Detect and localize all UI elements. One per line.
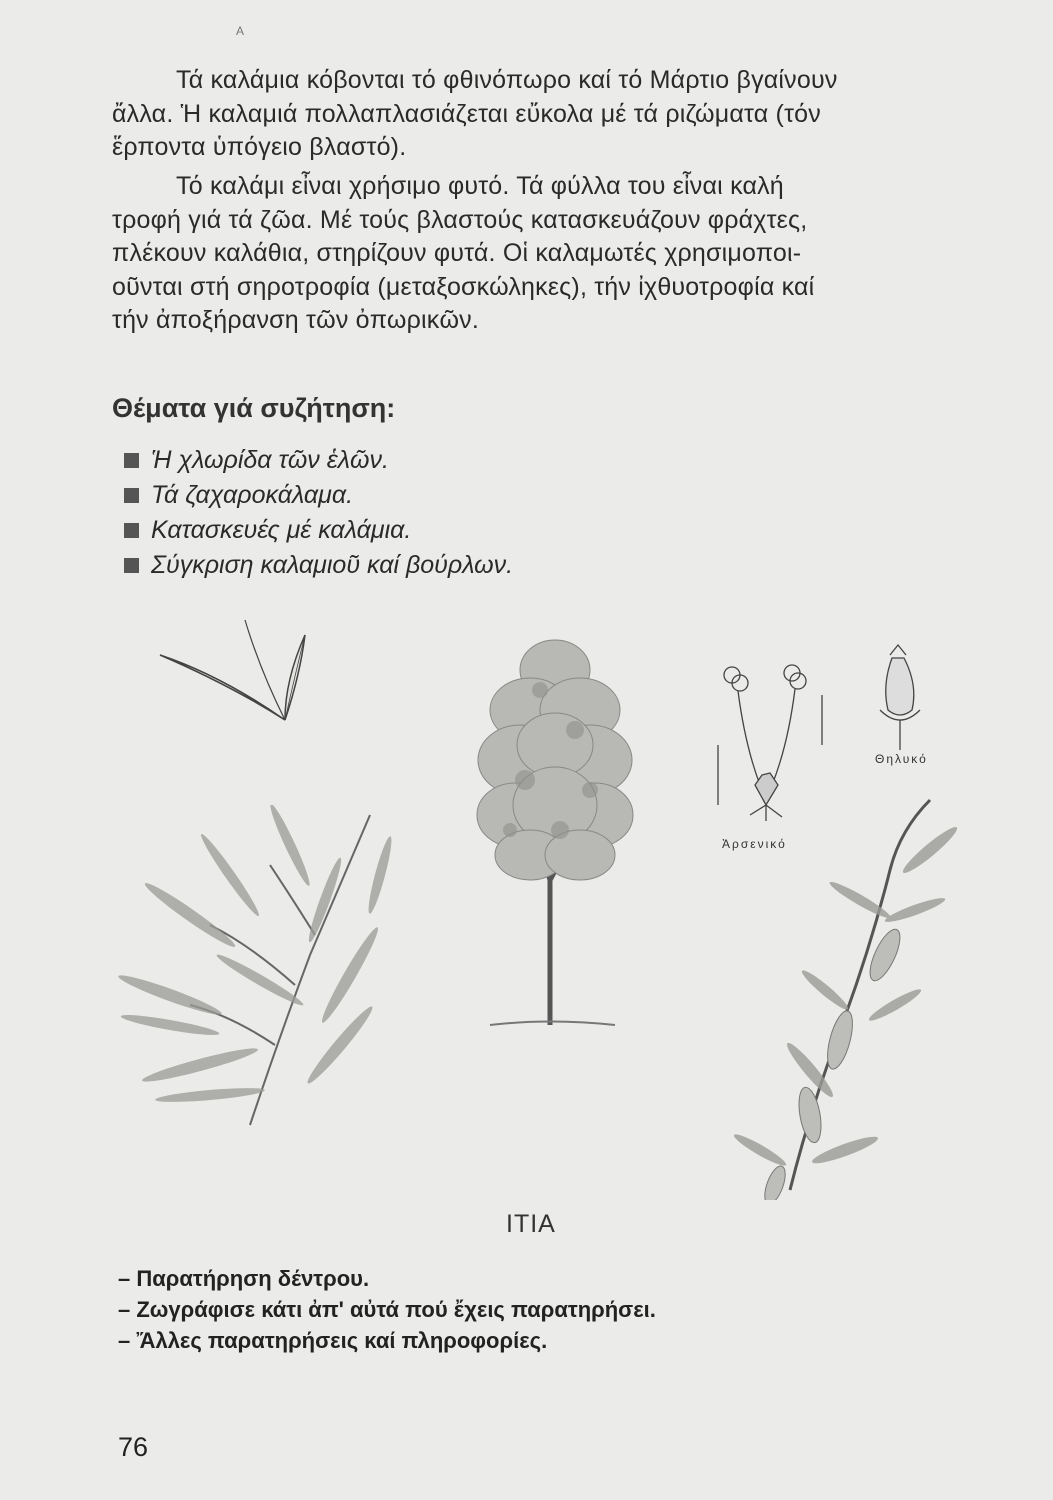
- willow-branch-illustration: [110, 805, 410, 1135]
- female-flower-label: Θηλυκό: [875, 752, 928, 766]
- square-bullet-icon: [124, 488, 139, 503]
- square-bullet-icon: [124, 558, 139, 573]
- page-number: 76: [118, 1432, 149, 1462]
- willow-tree-illustration: [470, 630, 640, 1030]
- topics-heading: Θέματα γιά συζήτηση:: [112, 393, 396, 423]
- square-bullet-icon: [124, 453, 139, 468]
- list-item: – Ἄλλες παρατηρήσεις καί πληροφορίες.: [118, 1328, 548, 1353]
- topic-text: Ἡ χλωρίδα τῶν ἑλῶν.: [151, 446, 389, 474]
- text-line: πλέκουν καλάθια, στηρίζουν φυτά. Οἱ καλαμωτές χρησιμοποι-: [112, 239, 802, 267]
- catkin-branch-illustration: [730, 790, 970, 1200]
- text-line: ἄλλα. Ἡ καλαμιά πολλαπλασιάζεται εὔκολα μέ τά ριζώματα (τόν: [112, 99, 821, 128]
- topics-list: [124, 443, 513, 583]
- paragraph-1: [112, 64, 970, 165]
- list-item: [124, 513, 513, 548]
- square-bullet-icon: [124, 523, 139, 538]
- text-line: Τά καλάμια κόβονται τό φθινόπωρο καί τό Μάρτιο βγαίνουν: [176, 66, 838, 94]
- text-line: τροφή γιά τά ζῶα. Μέ τούς βλαστούς κατασκευάζουν φράχτες,: [112, 205, 808, 234]
- text-line: ἕρποντα ὑπόγειο βλαστό).: [112, 133, 407, 161]
- list-item: – Παρατήρηση δέντρου.: [118, 1266, 370, 1291]
- text-line: τήν ἀποξήρανση τῶν ὀπωρικῶν.: [112, 306, 480, 334]
- topic-text: Τά ζαχαροκάλαμα.: [151, 481, 354, 509]
- willow-leaves-illustration: [150, 615, 320, 735]
- paragraph-2: [112, 170, 970, 338]
- text-line: Τό καλάμι εἶναι χρήσιμο φυτό. Τά φύλλα του εἶναι καλή: [176, 172, 784, 200]
- corner-mark: Α: [236, 24, 245, 38]
- tasks-list: [118, 1263, 656, 1356]
- female-flower-illustration: [870, 640, 930, 760]
- list-item: – Ζωγράφισε κάτι ἀπ' αὐτά πού ἔχεις παρατηρήσει.: [118, 1297, 656, 1322]
- topic-text: Κατασκευές μέ καλάμια.: [151, 516, 412, 544]
- figure-caption: ΙΤΙΑ: [506, 1210, 556, 1238]
- text-line: οῦνται στή σηροτροφία (μεταξοσκώληκες), τήν ἰχθυοτροφία καί: [112, 272, 815, 301]
- male-flower-label: Ἀρσενικό: [722, 837, 787, 851]
- list-item: [124, 548, 513, 583]
- list-item: [124, 478, 513, 513]
- list-item: [124, 443, 513, 478]
- topic-text: Σύγκριση καλαμιοῦ καί βούρλων.: [151, 551, 514, 579]
